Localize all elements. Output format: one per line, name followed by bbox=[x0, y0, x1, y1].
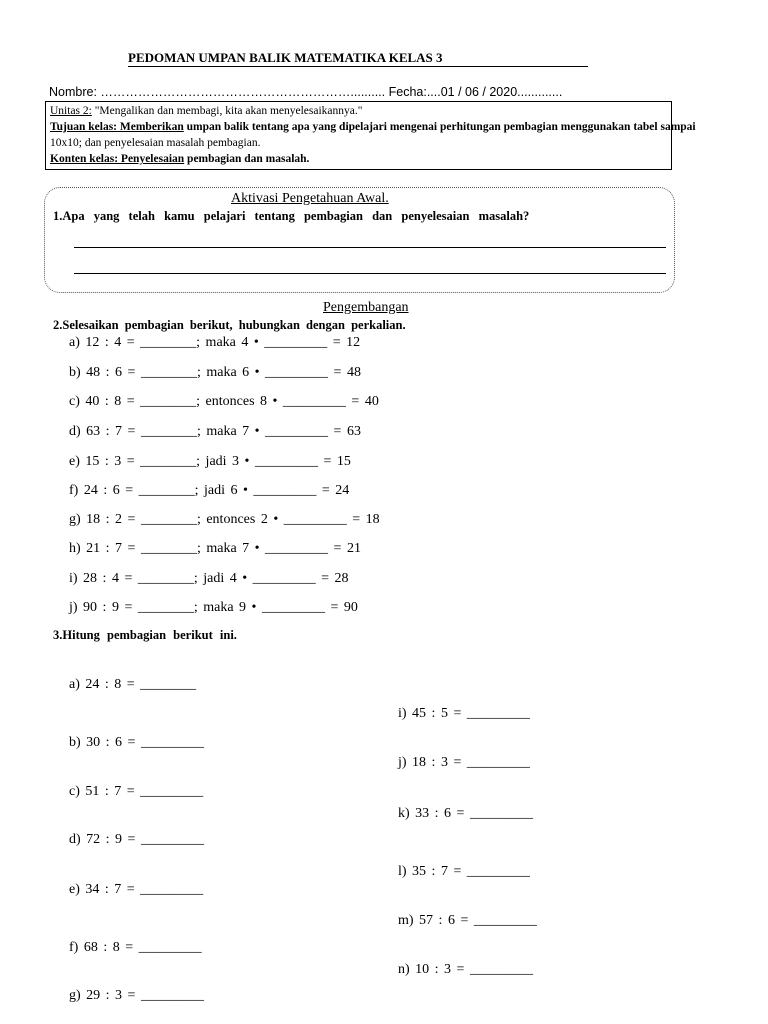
q2-item-c[interactable]: c) 40 : 8 = ________; entonces 8 • _________ = 40 bbox=[69, 394, 379, 409]
activation-title: Aktivasi Pengetahuan Awal. bbox=[231, 191, 389, 206]
q2-item-i[interactable]: i) 28 : 4 = ________; jadi 4 • _________ = 28 bbox=[69, 571, 349, 586]
q2-item-d[interactable]: d) 63 : 7 = ________; maka 7 • _________ = 63 bbox=[69, 424, 361, 439]
q3-item-j[interactable]: j) 18 : 3 = _________ bbox=[398, 755, 530, 770]
answer-line-1[interactable] bbox=[74, 247, 666, 248]
content-label: Konten kelas: Penyelesaian bbox=[50, 153, 185, 165]
q3-item-a[interactable]: a) 24 : 8 = ________ bbox=[69, 677, 197, 692]
q2-item-g[interactable]: g) 18 : 2 = ________; entonces 2 • _________ = 18 bbox=[69, 512, 380, 527]
q3-item-c[interactable]: c) 51 : 7 = _________ bbox=[69, 784, 204, 799]
title-underline bbox=[128, 66, 588, 67]
q2-item-f[interactable]: f) 24 : 6 = ________; jadi 6 • _________ = 24 bbox=[69, 483, 350, 498]
q3-item-i[interactable]: i) 45 : 5 = _________ bbox=[398, 706, 530, 721]
q3-item-f[interactable]: f) 68 : 8 = _________ bbox=[69, 940, 202, 955]
unit-info-box bbox=[45, 101, 696, 170]
unit-label: Unitas 2: bbox=[50, 105, 92, 117]
q3-item-b[interactable]: b) 30 : 6 = _________ bbox=[69, 735, 204, 750]
content-line bbox=[50, 153, 309, 165]
q2-item-h[interactable]: h) 21 : 7 = ________; maka 7 • _________ = 21 bbox=[69, 541, 361, 556]
unit-text: "Mengalikan dan membagi, kita akan menyelesaikannya." bbox=[91, 105, 363, 117]
q2-item-b[interactable]: b) 48 : 6 = ________; maka 6 • _________ = 48 bbox=[69, 365, 361, 380]
q3-item-k[interactable]: k) 33 : 6 = _________ bbox=[398, 806, 533, 821]
objective-label: Tujuan kelas: Memberikan bbox=[50, 121, 184, 133]
answer-line-2[interactable] bbox=[74, 273, 666, 274]
q3-item-m[interactable]: m) 57 : 6 = _________ bbox=[398, 913, 537, 928]
objective-text: umpan balik tentang apa yang dipelajari mengenai perhitungan pembagian menggunakan tabel sampai bbox=[183, 121, 696, 133]
question-2-title: 2.Selesaikan pembagian berikut, hubungkan dengan perkalian. bbox=[53, 318, 406, 332]
unit-line bbox=[50, 105, 362, 117]
q2-item-j[interactable]: j) 90 : 9 = ________; maka 9 • _________ = 90 bbox=[69, 600, 358, 615]
question-3-title: 3.Hitung pembagian berikut ini. bbox=[53, 628, 237, 642]
question-1: 1.Apa yang telah kamu pelajari tentang pembagian dan penyelesaian masalah? bbox=[53, 209, 530, 223]
q3-item-e[interactable]: e) 34 : 7 = _________ bbox=[69, 882, 204, 897]
objective-continuation: 10x10; dan penyelesaian masalah pembagian. bbox=[50, 137, 261, 149]
content-text: pembagian dan masalah. bbox=[184, 153, 310, 165]
worksheet-title: PEDOMAN UMPAN BALIK MATEMATIKA KELAS 3 bbox=[128, 50, 443, 65]
development-title: Pengembangan bbox=[323, 300, 409, 315]
q3-item-l[interactable]: l) 35 : 7 = _________ bbox=[398, 864, 530, 879]
q3-item-g[interactable]: g) 29 : 3 = _________ bbox=[69, 988, 204, 1003]
name-date-line: Nombre: …………………………………………………….......... Fecha:....01 / 06 / 2020............. bbox=[49, 85, 563, 99]
q2-item-e[interactable]: e) 15 : 3 = ________; jadi 3 • _________ = 15 bbox=[69, 454, 351, 469]
q3-item-n[interactable]: n) 10 : 3 = _________ bbox=[398, 962, 533, 977]
q3-item-d[interactable]: d) 72 : 9 = _________ bbox=[69, 832, 204, 847]
objective-line bbox=[50, 121, 768, 133]
q2-item-a[interactable]: a) 12 : 4 = ________; maka 4 • _________ = 12 bbox=[69, 335, 361, 350]
